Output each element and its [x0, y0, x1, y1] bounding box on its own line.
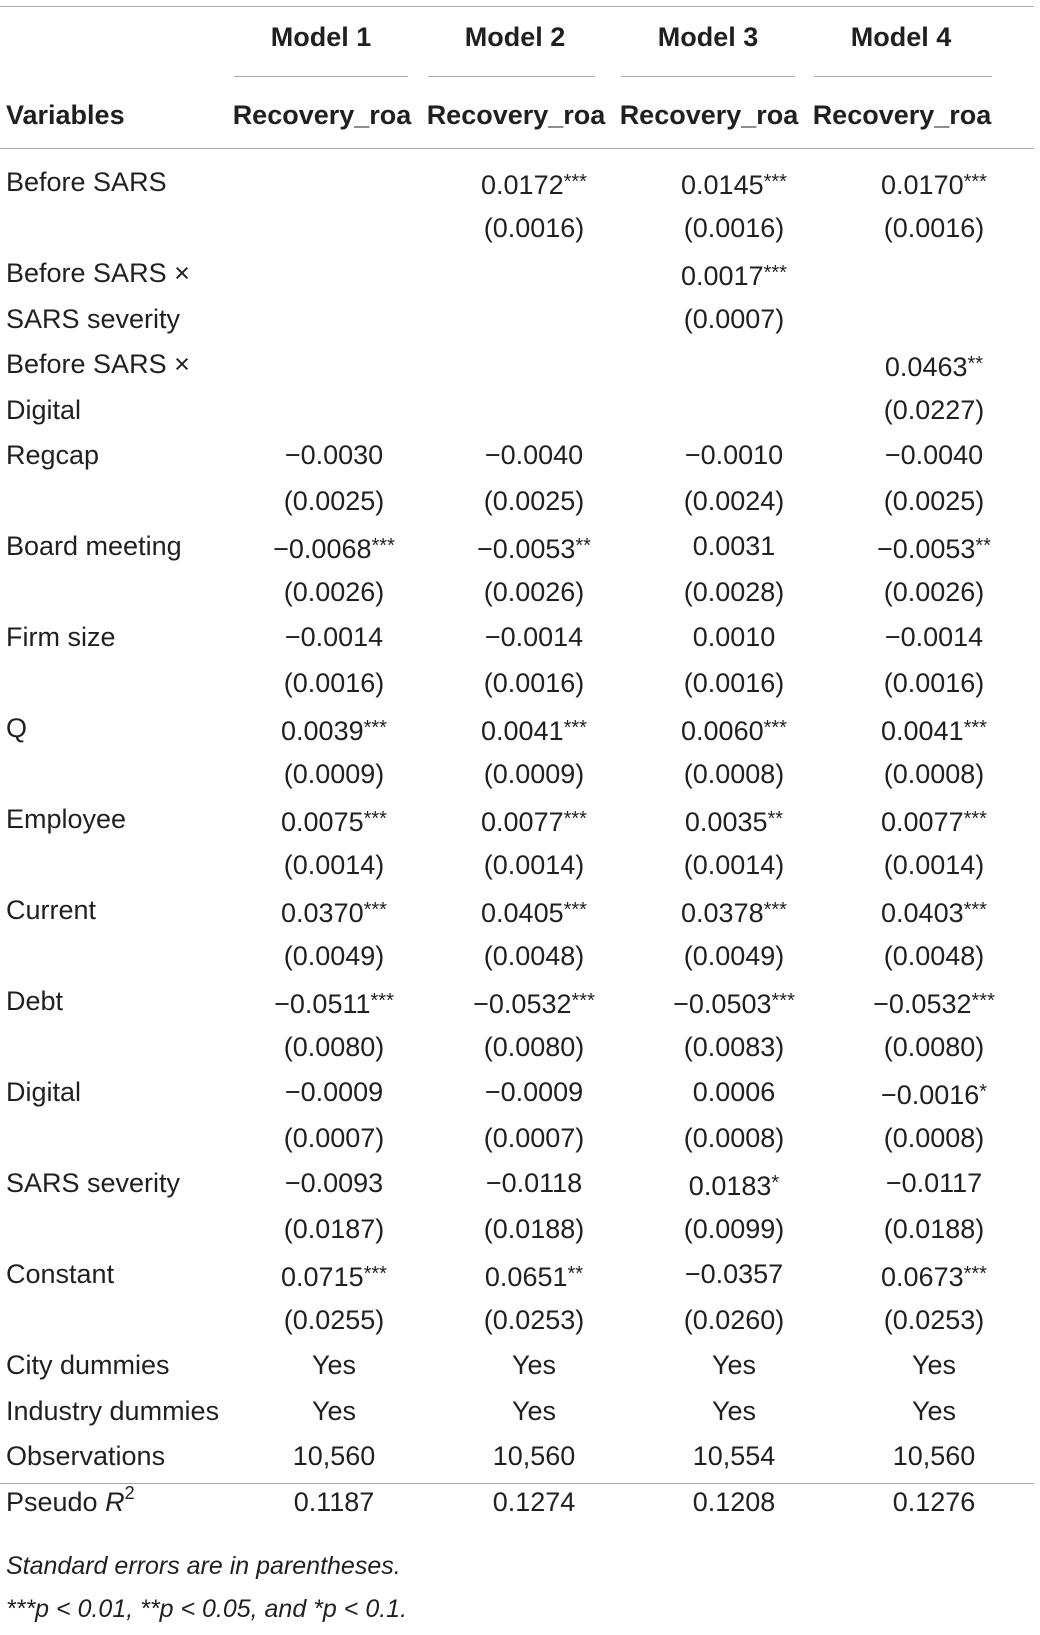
- model-3-header: Model 3: [657, 22, 759, 52]
- cell-model-3: (0.0260): [683, 1304, 785, 1335]
- cell-model-1: (0.0025): [283, 485, 385, 516]
- cell-model-3: 0.1208: [692, 1486, 776, 1517]
- cell-model-1: 0.0075***: [281, 807, 387, 837]
- cell-model-3: 0.0006: [692, 1077, 776, 1107]
- model-3-underline: [621, 76, 795, 77]
- cell-model-1: −0.0009: [284, 1077, 384, 1107]
- table-row: [0, 934, 1040, 980]
- cell-model-4: 0.0403***: [881, 898, 987, 928]
- table-row: [0, 888, 1040, 934]
- cell-model-1: (0.0014): [283, 849, 385, 880]
- cell-model-3: −0.0357: [684, 1259, 784, 1289]
- cell-model-2: 0.0172***: [481, 170, 587, 200]
- cell-model-1: 0.0039***: [281, 716, 387, 746]
- cell-model-4: 10,560: [892, 1441, 976, 1471]
- cell-model-1: −0.0068***: [273, 534, 395, 564]
- cell-model-4: 0.0041***: [881, 716, 987, 746]
- table-row: [0, 251, 1040, 297]
- table-row: [0, 1343, 1040, 1389]
- cell-model-1: (0.0187): [283, 1213, 385, 1244]
- cell-model-1: (0.0016): [283, 667, 385, 698]
- cell-model-2: 0.0041***: [481, 716, 587, 746]
- table-row: [0, 1252, 1040, 1298]
- table-row: [0, 342, 1040, 388]
- cell-model-1: (0.0007): [283, 1122, 385, 1153]
- table-row: [0, 1161, 1040, 1207]
- cell-model-4: 0.0673***: [881, 1262, 987, 1292]
- row-label: Constant: [6, 1259, 115, 1289]
- table-row: [0, 1207, 1040, 1253]
- table-row: [0, 433, 1040, 479]
- table-row: [0, 797, 1040, 843]
- cell-model-3: (0.0083): [683, 1031, 785, 1062]
- cell-model-4: (0.0188): [883, 1213, 985, 1244]
- cell-model-3: (0.0007): [683, 303, 785, 334]
- cell-model-3: 0.0378***: [681, 898, 787, 928]
- cell-model-3: (0.0014): [683, 849, 785, 880]
- cell-model-2: −0.0009: [484, 1077, 584, 1107]
- cell-model-4: −0.0117: [885, 1168, 983, 1198]
- cell-model-3: (0.0028): [683, 576, 785, 607]
- table-row: [0, 1434, 1040, 1480]
- cell-model-3: (0.0016): [683, 212, 785, 243]
- cell-model-4: (0.0008): [883, 1122, 985, 1153]
- cell-model-4: (0.0080): [883, 1031, 985, 1062]
- cell-model-1: 0.0715***: [281, 1262, 387, 1292]
- cell-model-2: −0.0014: [484, 622, 584, 652]
- cell-model-3: 10,554: [692, 1441, 776, 1471]
- cell-model-4: 0.0077***: [881, 807, 987, 837]
- cell-model-1: −0.0030: [284, 440, 384, 470]
- row-label: Before SARS: [6, 167, 167, 197]
- table-row: [0, 479, 1040, 525]
- cell-model-3: Yes: [711, 1395, 757, 1426]
- table-row: [0, 752, 1040, 798]
- table-row: [0, 1025, 1040, 1071]
- row-label: Q: [6, 713, 28, 743]
- row-label: SARS severity: [6, 1168, 181, 1198]
- table-row: [0, 1480, 1040, 1526]
- dependent-4-header: Recovery_roa: [812, 100, 992, 130]
- table-row: [0, 1298, 1040, 1344]
- cell-model-2: 10,560: [492, 1441, 576, 1471]
- dependent-2-header: Recovery_roa: [426, 100, 606, 130]
- row-label: Observations: [6, 1441, 166, 1471]
- cell-model-2: (0.0026): [483, 576, 585, 607]
- cell-model-3: 0.0010: [692, 622, 776, 652]
- model-2-underline: [428, 76, 595, 77]
- cell-model-3: 0.0035**: [684, 807, 784, 837]
- table-body: [0, 160, 1040, 1525]
- row-label: Board meeting: [6, 531, 182, 561]
- table-row: [0, 615, 1040, 661]
- cell-model-2: (0.0048): [483, 940, 585, 971]
- cell-model-2: (0.0080): [483, 1031, 585, 1062]
- table-row: [0, 843, 1040, 889]
- cell-model-3: 0.0031: [692, 531, 776, 561]
- cell-model-3: (0.0008): [683, 1122, 785, 1153]
- table-row: [0, 388, 1040, 434]
- table-row: [0, 979, 1040, 1025]
- cell-model-4: 0.0170***: [881, 170, 987, 200]
- cell-model-4: −0.0016*: [880, 1080, 988, 1110]
- cell-model-2: Yes: [511, 1350, 557, 1380]
- table-row: [0, 570, 1040, 616]
- dependent-3-header: Recovery_roa: [619, 100, 799, 130]
- cell-model-4: Yes: [911, 1350, 957, 1380]
- cell-model-3: (0.0099): [683, 1213, 785, 1244]
- model-1-underline: [234, 76, 408, 77]
- cell-model-2: −0.0040: [484, 440, 584, 470]
- cell-model-2: Yes: [511, 1395, 557, 1426]
- note-standard-errors: Standard errors are in parentheses.: [6, 1552, 401, 1580]
- cell-model-1: −0.0093: [284, 1168, 384, 1198]
- model-4-underline: [814, 76, 992, 77]
- cell-model-2: (0.0009): [483, 758, 585, 789]
- row-label: SARS severity: [6, 303, 181, 334]
- cell-model-1: (0.0080): [283, 1031, 385, 1062]
- row-label: Before SARS ×: [6, 258, 190, 288]
- cell-model-4: (0.0048): [883, 940, 985, 971]
- cell-model-1: 0.1187: [293, 1486, 375, 1517]
- dependent-1-header: Recovery_roa: [232, 100, 412, 130]
- row-label: Digital: [6, 394, 82, 425]
- table-row: [0, 524, 1040, 570]
- cell-model-4: (0.0227): [883, 394, 985, 425]
- cell-model-4: (0.0026): [883, 576, 985, 607]
- cell-model-1: 10,560: [292, 1441, 376, 1471]
- cell-model-2: 0.0405***: [481, 898, 587, 928]
- cell-model-2: 0.0077***: [481, 807, 587, 837]
- model-2-header: Model 2: [464, 22, 566, 52]
- cell-model-4: (0.0253): [883, 1304, 985, 1335]
- cell-model-4: (0.0016): [883, 667, 985, 698]
- cell-model-3: 0.0017***: [681, 261, 787, 291]
- cell-model-2: −0.0118: [485, 1168, 583, 1198]
- cell-model-4: (0.0016): [883, 212, 985, 243]
- cell-model-3: (0.0024): [683, 485, 785, 516]
- row-label: Industry dummies: [6, 1395, 220, 1426]
- cell-model-3: −0.0503***: [673, 989, 795, 1019]
- cell-model-1: (0.0255): [283, 1304, 385, 1335]
- table-row: [0, 206, 1040, 252]
- table-row: [0, 1070, 1040, 1116]
- variables-header: Variables: [6, 100, 125, 130]
- cell-model-1: Yes: [311, 1395, 357, 1426]
- cell-model-3: −0.0010: [684, 440, 784, 470]
- cell-model-2: 0.0651**: [484, 1262, 584, 1292]
- model-1-header: Model 1: [270, 22, 372, 52]
- cell-model-4: (0.0008): [883, 758, 985, 789]
- cell-model-3: 0.0145***: [681, 170, 787, 200]
- row-label: City dummies: [6, 1350, 170, 1380]
- table-row: [0, 1116, 1040, 1162]
- cell-model-1: (0.0049): [283, 940, 385, 971]
- cell-model-2: (0.0253): [483, 1304, 585, 1335]
- cell-model-4: −0.0040: [884, 440, 984, 470]
- row-label: Digital: [6, 1077, 82, 1107]
- cell-model-4: (0.0025): [883, 485, 985, 516]
- row-label: Current: [6, 895, 97, 925]
- cell-model-4: (0.0014): [883, 849, 985, 880]
- cell-model-3: 0.0183*: [688, 1171, 780, 1201]
- cell-model-4: −0.0532***: [873, 989, 995, 1019]
- cell-model-3: 0.0060***: [681, 716, 787, 746]
- cell-model-2: 0.1274: [492, 1486, 576, 1517]
- cell-model-3: (0.0008): [683, 758, 785, 789]
- cell-model-1: −0.0014: [284, 622, 384, 652]
- row-label: Pseudo $R^2$: [6, 1482, 135, 1517]
- table-row: [0, 661, 1040, 707]
- model-4-header: Model 4: [850, 22, 952, 52]
- cell-model-1: (0.0009): [283, 758, 385, 789]
- cell-model-2: −0.0053**: [477, 534, 591, 564]
- cell-model-4: −0.0014: [884, 622, 984, 652]
- cell-model-4: −0.0053**: [877, 534, 991, 564]
- cell-model-3: (0.0049): [683, 940, 785, 971]
- bottom-rule: [0, 1483, 1034, 1484]
- cell-model-1: 0.0370***: [281, 898, 387, 928]
- cell-model-2: (0.0025): [483, 485, 585, 516]
- row-label: Before SARS ×: [6, 349, 190, 379]
- row-label: Debt: [6, 986, 64, 1016]
- cell-model-2: (0.0016): [483, 667, 585, 698]
- note-significance: ***p < 0.01, **p < 0.05, and *p < 0.1.: [6, 1595, 408, 1623]
- top-rule: [0, 6, 1034, 7]
- row-label: Firm size: [6, 622, 116, 652]
- cell-model-4: Yes: [911, 1395, 957, 1426]
- cell-model-2: −0.0532***: [473, 989, 595, 1019]
- table-notes: [6, 1545, 407, 1631]
- row-label: Regcap: [6, 440, 100, 470]
- cell-model-2: (0.0007): [483, 1122, 585, 1153]
- cell-model-4: 0.1276: [892, 1486, 976, 1517]
- cell-model-2: (0.0014): [483, 849, 585, 880]
- cell-model-1: (0.0026): [283, 576, 385, 607]
- table-row: [0, 1389, 1040, 1435]
- table-row: [0, 160, 1040, 206]
- row-label: Employee: [6, 804, 127, 834]
- cell-model-2: (0.0016): [483, 212, 585, 243]
- header-rule: [0, 148, 1034, 149]
- cell-model-1: Yes: [311, 1350, 357, 1380]
- table-row: [0, 706, 1040, 752]
- cell-model-3: Yes: [711, 1350, 757, 1380]
- cell-model-3: (0.0016): [683, 667, 785, 698]
- cell-model-4: 0.0463**: [884, 352, 984, 382]
- cell-model-2: (0.0188): [483, 1213, 585, 1244]
- table-row: [0, 297, 1040, 343]
- cell-model-1: −0.0511***: [274, 989, 394, 1019]
